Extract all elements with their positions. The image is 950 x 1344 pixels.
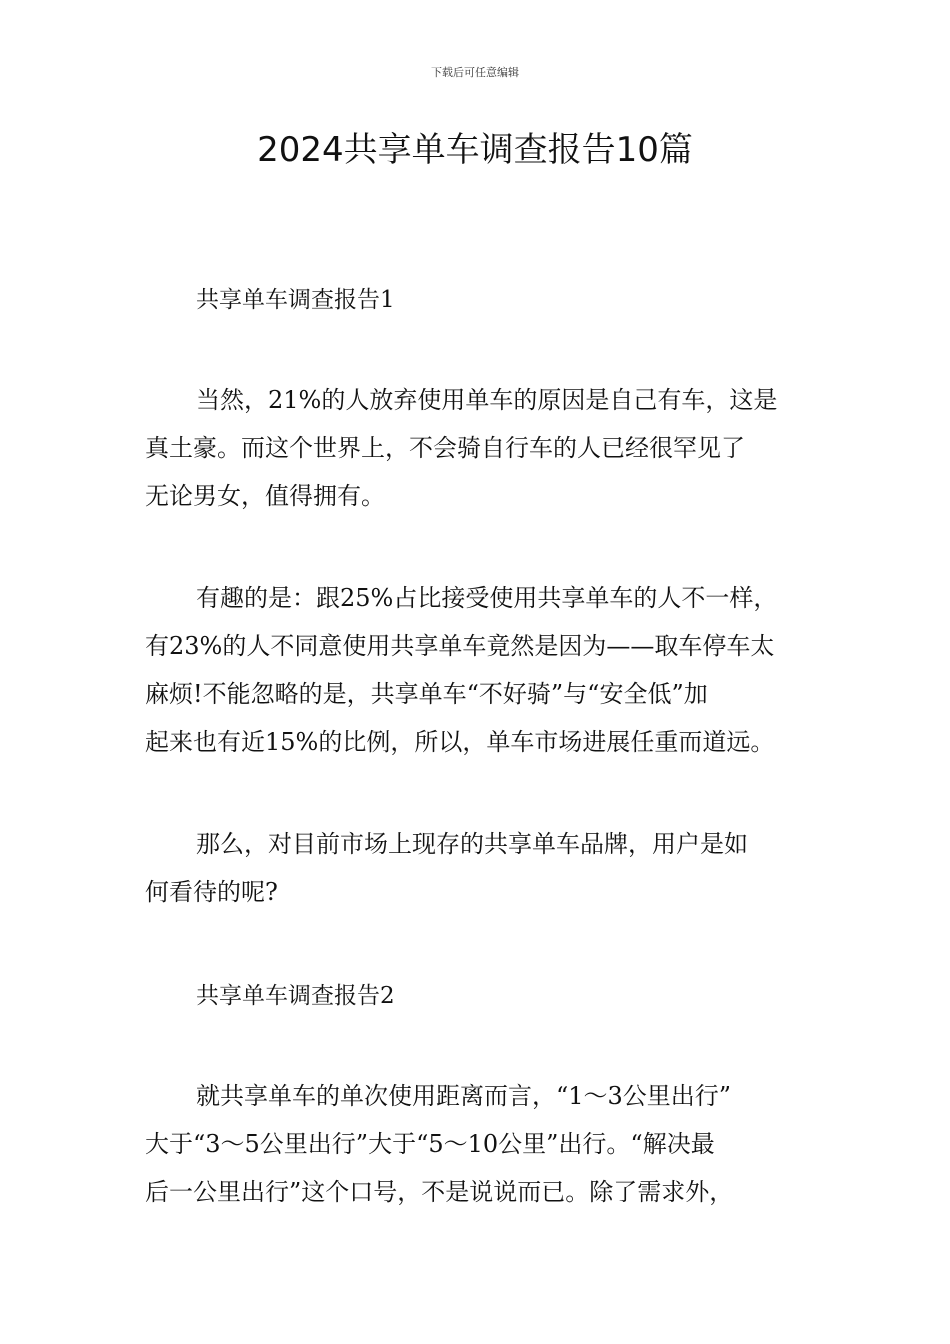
paragraph-line: 有23%的人不同意使用共享单车竟然是因为——取车停车太: [145, 632, 775, 660]
section-heading-1: 共享单车调查报告1: [196, 287, 395, 313]
paragraph-line: 就共享单车的单次使用距离而言，“1～3公里出行”: [196, 1082, 732, 1110]
header-note: 下载后可任意编辑: [431, 66, 519, 79]
paragraph-line: 当然，21%的人放弃使用单车的原因是自己有车，这是: [196, 386, 778, 414]
paragraph-line: 大于“3～5公里出行”大于“5～10公里”出行。“解决最: [145, 1130, 715, 1158]
paragraph-line: 后一公里出行”这个口号，不是说说而已。除了需求外，: [145, 1178, 734, 1206]
paragraph-1-3: [145, 820, 815, 916]
paragraph-line: 那么，对目前市场上现存的共享单车品牌，用户是如: [196, 830, 748, 858]
paragraph-line: 真土豪。而这个世界上，不会骑自行车的人已经很罕见了: [145, 434, 745, 462]
paragraph-line: 无论男女，值得拥有。: [145, 482, 385, 510]
paragraph-1-2: [145, 574, 815, 766]
paragraph-1-1: [145, 376, 815, 520]
document-title: 2024共享单车调查报告10篇: [257, 130, 693, 170]
paragraph-line: 何看待的呢?: [145, 878, 278, 906]
section-heading-2: 共享单车调查报告2: [196, 983, 395, 1009]
paragraph-line: 起来也有近15%的比例，所以，单车市场进展任重而道远。: [145, 728, 775, 756]
paragraph-2-1: [145, 1072, 815, 1216]
paragraph-line: 麻烦!不能忽略的是，共享单车“不好骑”与“安全低”加: [145, 680, 708, 708]
paragraph-line: 有趣的是：跟25%占比接受使用共享单车的人不一样，: [196, 584, 778, 612]
